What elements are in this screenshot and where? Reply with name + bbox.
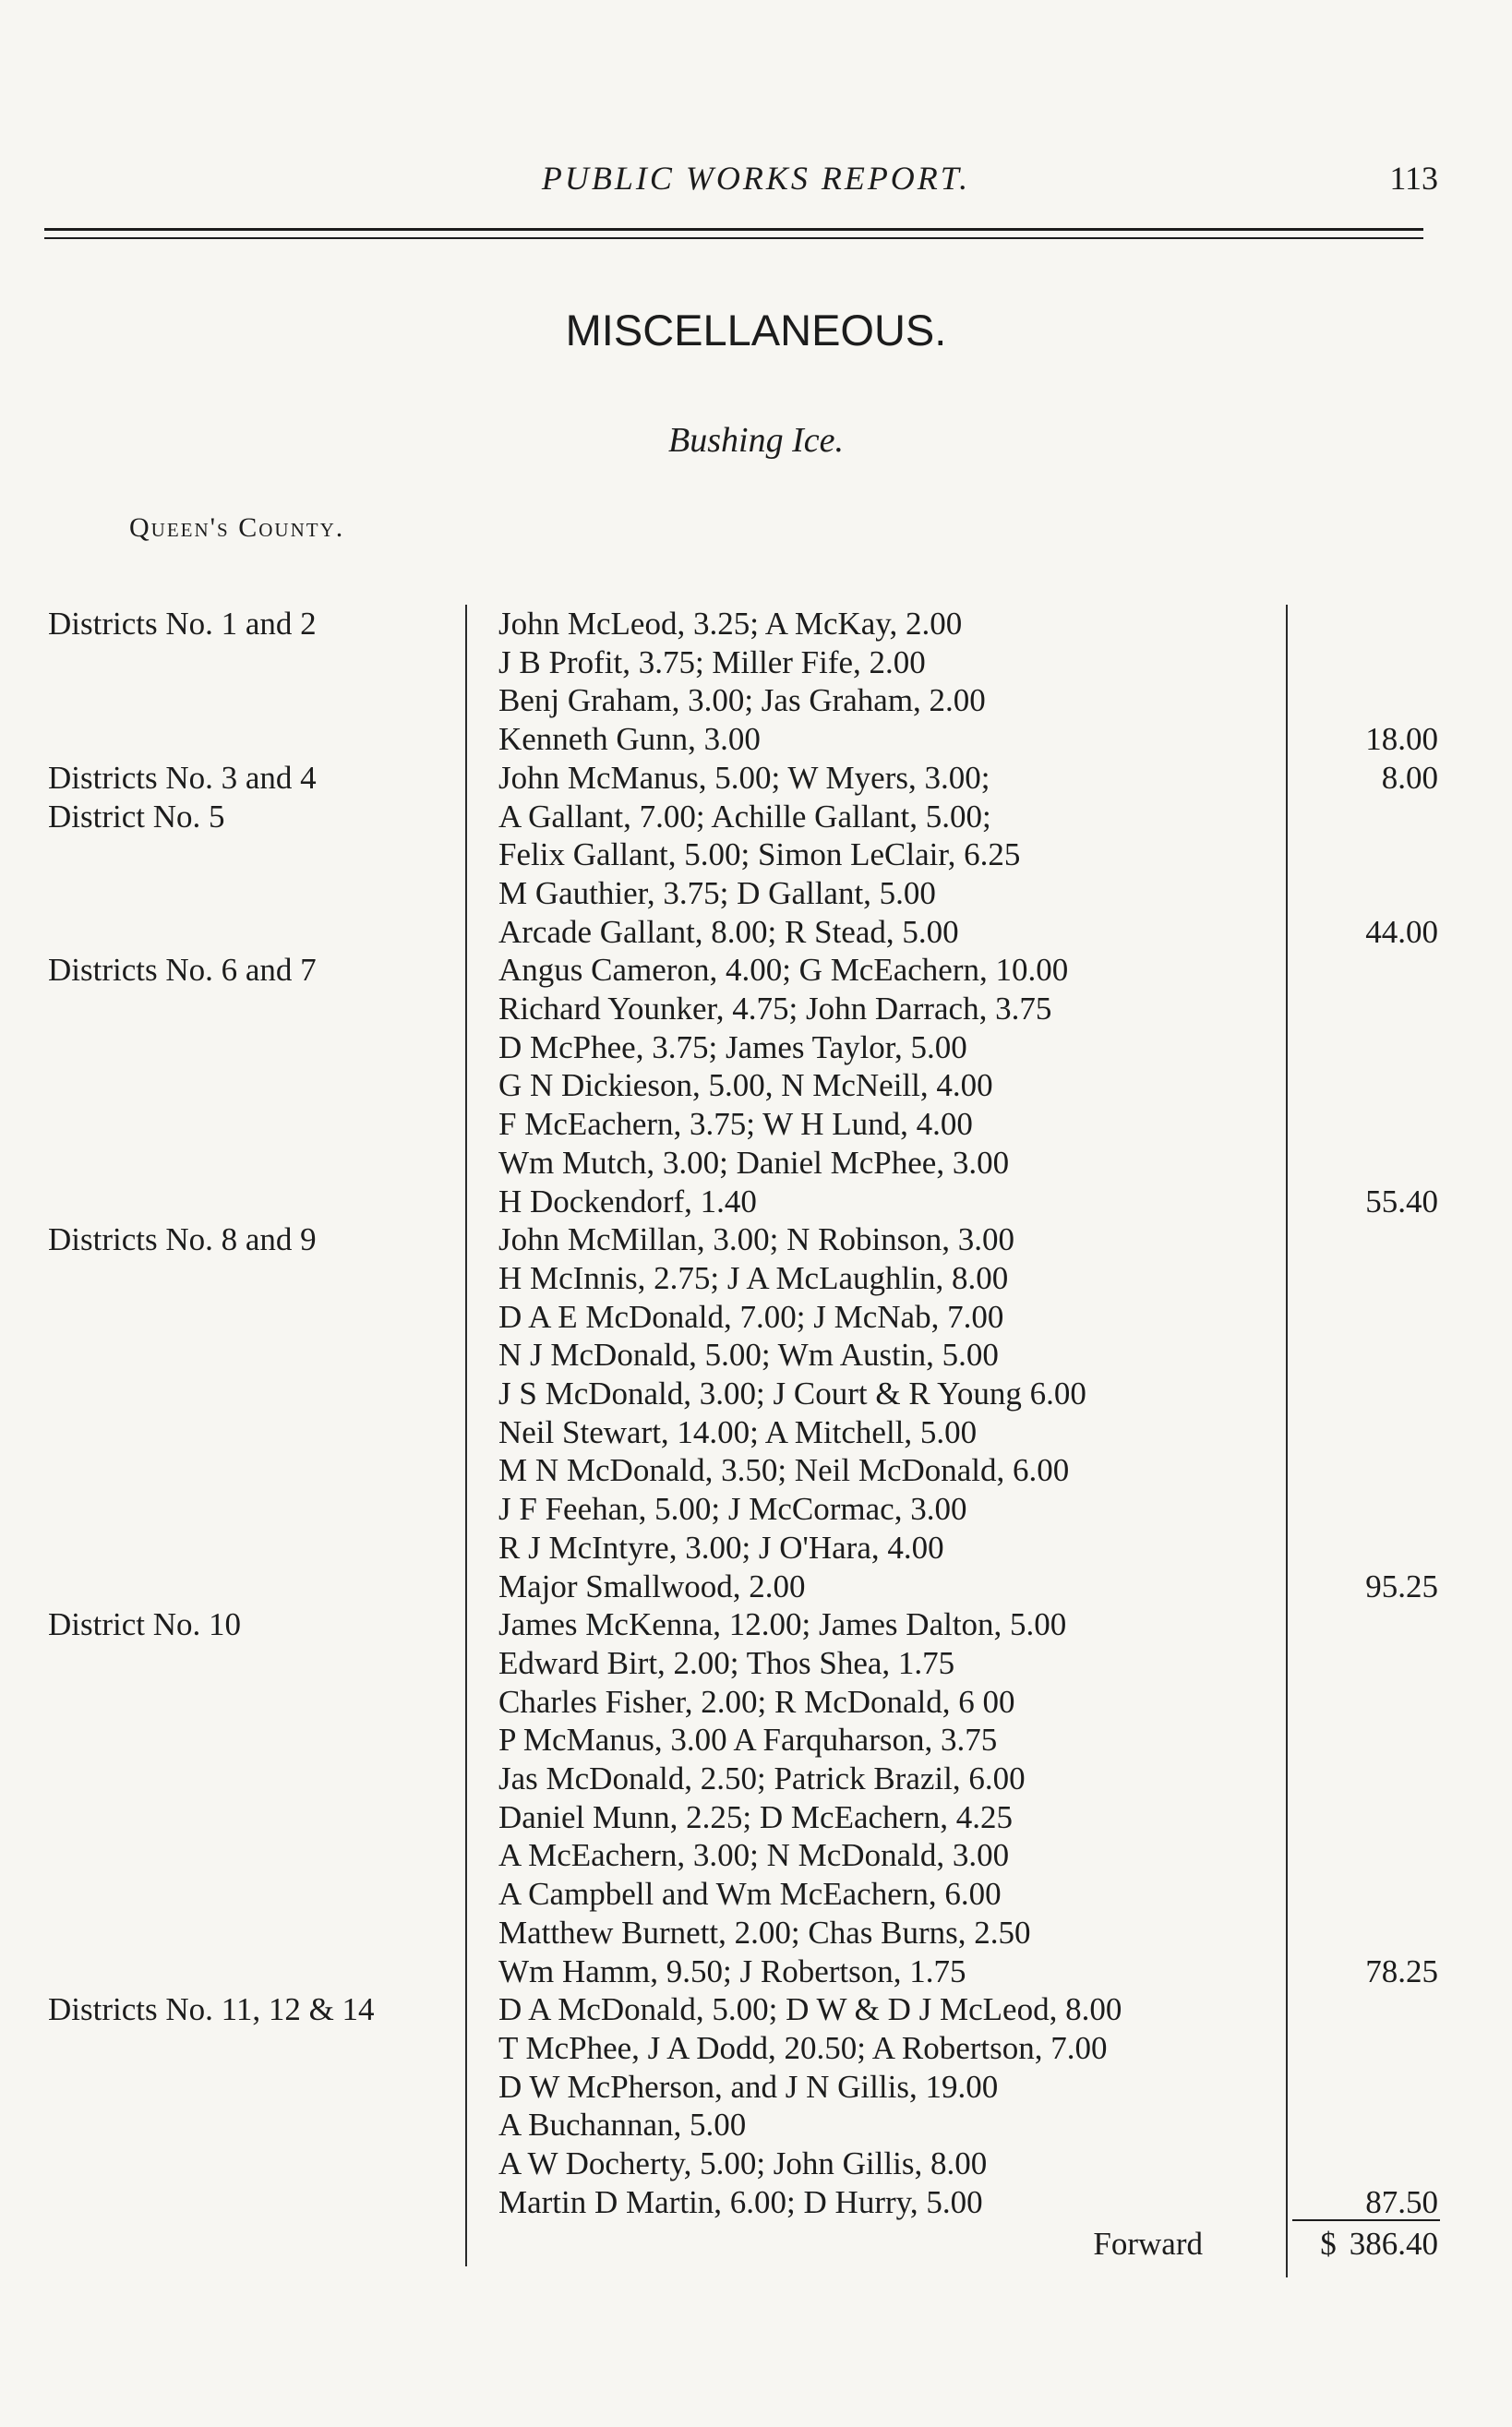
payee-entry: M Gauthier, 3.75; D Gallant, 5.00: [498, 874, 936, 911]
forward-total-value: 386.40: [1349, 2226, 1438, 2263]
table-row: [0, 1914, 1512, 1952]
payee-entry: J B Profit, 3.75; Miller Fife, 2.00: [498, 643, 926, 680]
table-row: [0, 2029, 1512, 2068]
table-row: [0, 681, 1512, 720]
table-row: [0, 643, 1512, 682]
payee-entry: P McManus, 3.00 A Farquharson, 3.75: [498, 1722, 998, 1759]
header-rule-bottom: [44, 237, 1423, 239]
payee-entry: Wm Mutch, 3.00; Daniel McPhee, 3.00: [498, 1144, 1010, 1181]
payee-entry: D A E McDonald, 7.00; J McNab, 7.00: [498, 1298, 1004, 1335]
table-row: [0, 759, 1512, 798]
payee-entry: A W Docherty, 5.00; John Gillis, 8.00: [498, 2145, 988, 2181]
currency-symbol: $: [1320, 2226, 1337, 2263]
table-row: [0, 1451, 1512, 1490]
table-row: [0, 2106, 1512, 2145]
table-row: [0, 990, 1512, 1028]
table-row: [0, 1413, 1512, 1452]
payee-entry: John McLeod, 3.25; A McKay, 2.00: [498, 606, 963, 642]
payee-entry: Daniel Munn, 2.25; D McEachern, 4.25: [498, 1798, 1013, 1835]
county-heading: Queen's County.: [129, 512, 345, 543]
payee-entry: Edward Birt, 2.00; Thos Shea, 1.75: [498, 1644, 955, 1681]
table-row: [0, 1721, 1512, 1760]
payee-entry: A Gallant, 7.00; Achille Gallant, 5.00;: [498, 798, 991, 835]
table-row: [0, 874, 1512, 913]
district-subtotal: 55.40: [1365, 1183, 1438, 1220]
district-label: Districts No. 11, 12 & 14: [48, 1991, 375, 2028]
table-row: [0, 1220, 1512, 1259]
forward-total: [1320, 2225, 1438, 2264]
table-row: [0, 1836, 1512, 1875]
table-row: [0, 1183, 1512, 1221]
payee-entry: Benj Graham, 3.00; Jas Graham, 2.00: [498, 682, 986, 719]
table-row: [0, 1028, 1512, 1067]
district-label: Districts No. 6 and 7: [48, 952, 317, 989]
table-row: [0, 1259, 1512, 1298]
payee-entry: T McPhee, J A Dodd, 20.50; A Robertson, 7.00: [498, 2029, 1108, 2066]
table-row: [0, 605, 1512, 643]
table-row: [0, 2145, 1512, 2183]
payee-entry: James McKenna, 12.00; James Dalton, 5.00: [498, 1606, 1067, 1643]
payee-entry: J F Feehan, 5.00; J McCormac, 3.00: [498, 1491, 967, 1528]
table-row: [0, 1529, 1512, 1568]
district-subtotal: 87.50: [1365, 2183, 1438, 2220]
table-row: [0, 1336, 1512, 1375]
payee-entry: Major Smallwood, 2.00: [498, 1568, 806, 1604]
table-row: [0, 951, 1512, 990]
table-row: [0, 1105, 1512, 1144]
district-label: Districts No. 3 and 4: [48, 759, 317, 796]
forward-label: Forward: [1093, 2226, 1203, 2263]
payee-entry: A Campbell and Wm McEachern, 6.00: [498, 1876, 1002, 1913]
payee-entry: Martin D Martin, 6.00; D Hurry, 5.00: [498, 2183, 983, 2220]
payee-entry: N J McDonald, 5.00; Wm Austin, 5.00: [498, 1337, 999, 1374]
payee-entry: John McManus, 5.00; W Myers, 3.00;: [498, 759, 990, 796]
district-label: Districts No. 8 and 9: [48, 1221, 317, 1258]
payee-entry: Kenneth Gunn, 3.00: [498, 721, 761, 758]
header-rule-top: [44, 228, 1423, 231]
payee-entry: Charles Fisher, 2.00; R McDonald, 6 00: [498, 1683, 1015, 1720]
district-subtotal: 18.00: [1365, 721, 1438, 758]
table-row: [0, 720, 1512, 759]
table-row: [0, 1990, 1512, 2029]
running-header-title: PUBLIC WORKS REPORT.: [541, 160, 971, 197]
district-label: Districts No. 1 and 2: [48, 606, 317, 642]
payee-entry: G N Dickieson, 5.00, N McNeill, 4.00: [498, 1067, 993, 1104]
payee-entry: Arcade Gallant, 8.00; R Stead, 5.00: [498, 913, 959, 950]
page-number: 113: [1389, 160, 1438, 197]
payee-entry: Richard Younker, 4.75; John Darrach, 3.75: [498, 991, 1052, 1027]
table-row: [0, 2068, 1512, 2107]
subsection-title: Bushing Ice.: [668, 421, 844, 460]
table-row: [0, 1298, 1512, 1337]
forward-row: [0, 2225, 1512, 2264]
payee-entry: J S McDonald, 3.00; J Court & R Young 6.00: [498, 1376, 1086, 1412]
section-title: MISCELLANEOUS.: [565, 306, 947, 354]
table-row: [0, 1375, 1512, 1413]
payee-entry: D W McPherson, and J N Gillis, 19.00: [498, 2068, 999, 2105]
payee-entry: Angus Cameron, 4.00; G McEachern, 10.00: [498, 952, 1069, 989]
district-subtotal: 95.25: [1365, 1568, 1438, 1604]
district-subtotal: 8.00: [1381, 759, 1438, 796]
district-label: District No. 5: [48, 798, 225, 835]
payee-entry: Felix Gallant, 5.00; Simon LeClair, 6.25: [498, 836, 1021, 873]
payee-entry: A McEachern, 3.00; N McDonald, 3.00: [498, 1837, 1010, 1874]
payee-entry: F McEachern, 3.75; W H Lund, 4.00: [498, 1106, 973, 1143]
table-row: [0, 1875, 1512, 1914]
payee-entry: A Buchannan, 5.00: [498, 2107, 747, 2144]
payee-entry: Wm Hamm, 9.50; J Robertson, 1.75: [498, 1952, 966, 1989]
table-row: [0, 1760, 1512, 1798]
payee-entry: Jas McDonald, 2.50; Patrick Brazil, 6.00: [498, 1760, 1026, 1796]
total-rule: [1292, 2219, 1440, 2221]
table-row: [0, 1644, 1512, 1683]
table-row: [0, 1683, 1512, 1722]
table-row: [0, 1798, 1512, 1837]
district-subtotal: 78.25: [1365, 1952, 1438, 1989]
district-subtotal: 44.00: [1365, 913, 1438, 950]
table-row: [0, 798, 1512, 836]
payee-entry: D McPhee, 3.75; James Taylor, 5.00: [498, 1028, 967, 1065]
payee-entry: D A McDonald, 5.00; D W & D J McLeod, 8.00: [498, 1991, 1122, 2028]
table-row: [0, 1066, 1512, 1105]
table-row: [0, 1952, 1512, 1991]
payee-entry: H McInnis, 2.75; J A McLaughlin, 8.00: [498, 1259, 1009, 1296]
table-row: [0, 1144, 1512, 1183]
table-row: [0, 1605, 1512, 1644]
payee-entry: Neil Stewart, 14.00; A Mitchell, 5.00: [498, 1413, 978, 1450]
table-row: [0, 1568, 1512, 1606]
table-row: [0, 2183, 1512, 2222]
payee-entry: M N McDonald, 3.50; Neil McDonald, 6.00: [498, 1452, 1070, 1489]
table-row: [0, 1490, 1512, 1529]
table-row: [0, 835, 1512, 874]
payee-entry: John McMillan, 3.00; N Robinson, 3.00: [498, 1221, 1015, 1258]
payee-entry: Matthew Burnett, 2.00; Chas Burns, 2.50: [498, 1914, 1031, 1951]
payee-entry: R J McIntyre, 3.00; J O'Hara, 4.00: [498, 1529, 944, 1566]
district-label: District No. 10: [48, 1606, 242, 1643]
table-row: [0, 913, 1512, 952]
payee-entry: H Dockendorf, 1.40: [498, 1183, 757, 1220]
